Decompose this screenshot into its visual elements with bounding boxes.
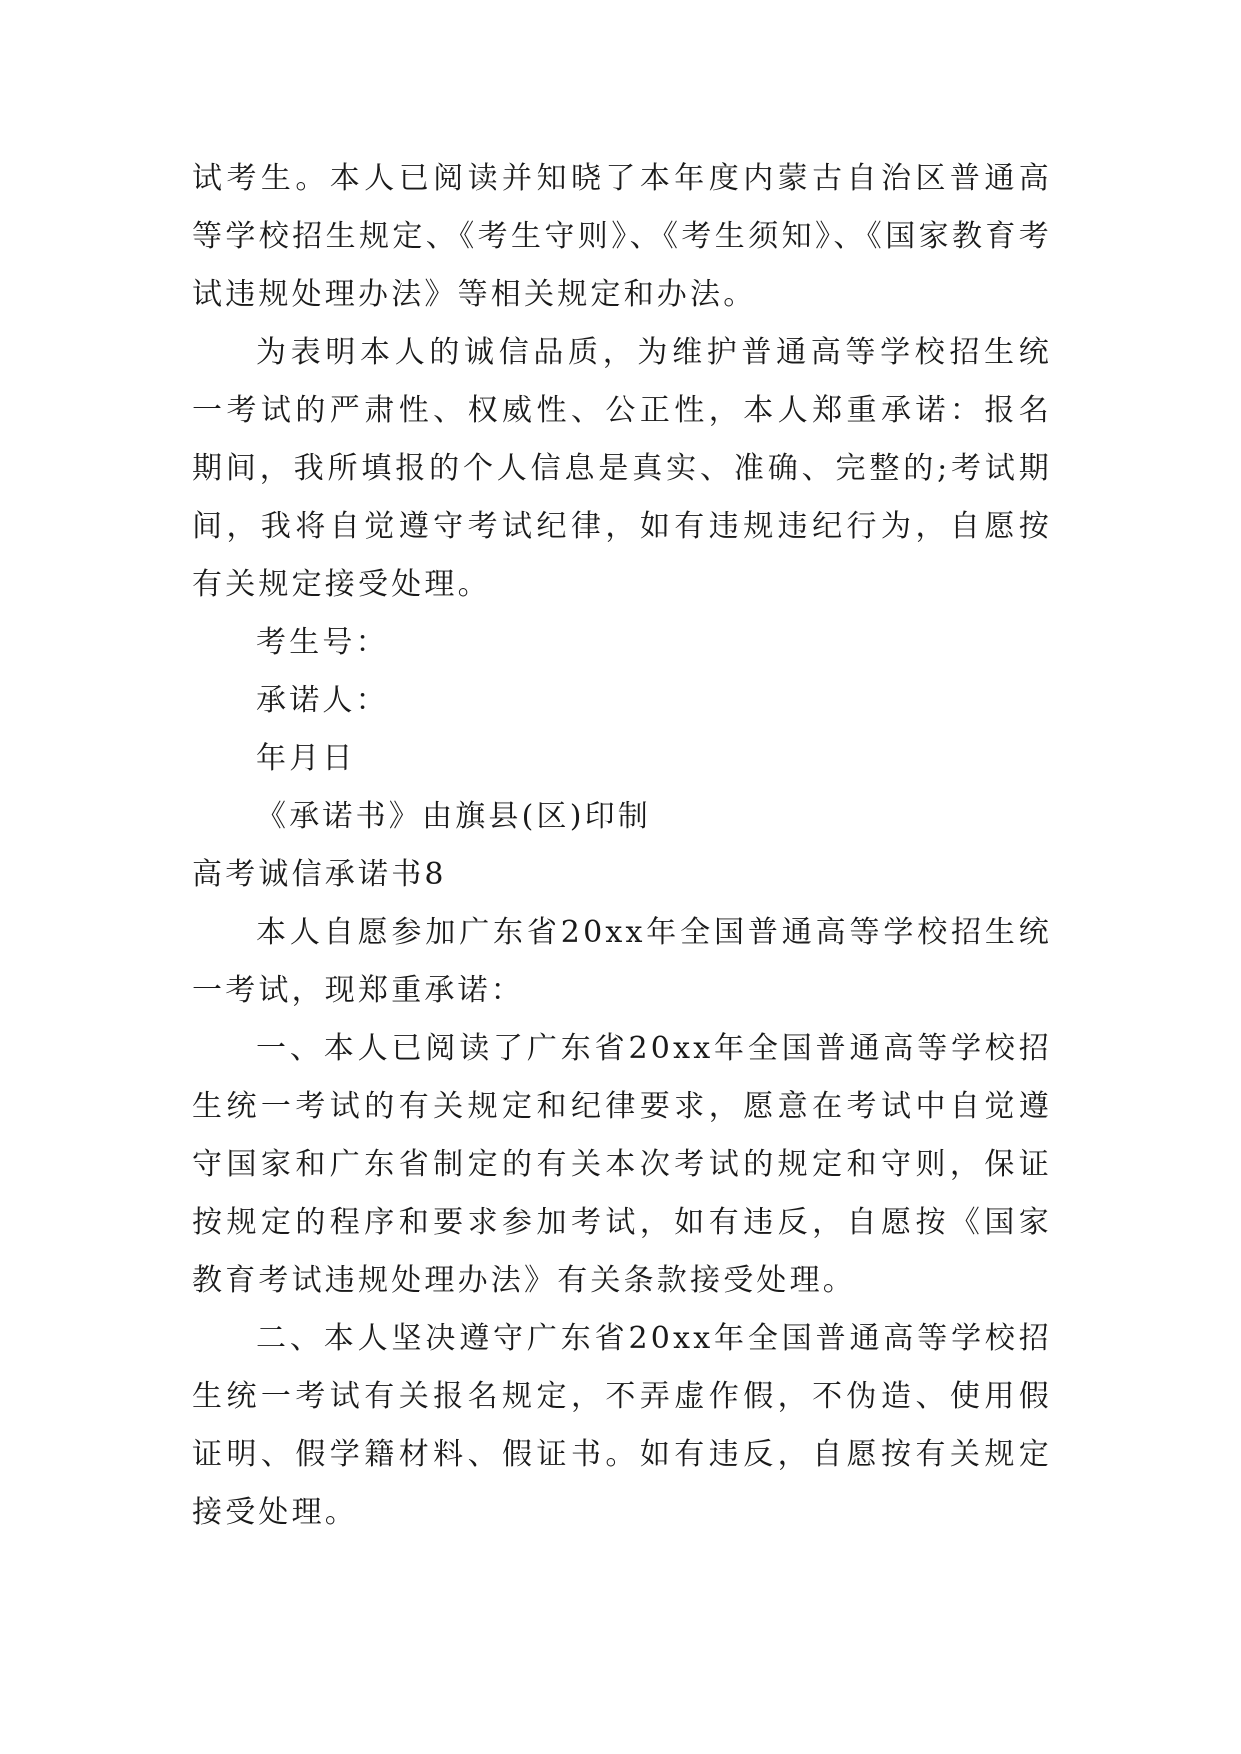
paragraph-item-2: 二、本人坚决遵守广东省20xx年全国普通高等学校招生统一考试有关报名规定，不弄虚作假，不伪造、使用假证明、假学籍材料、假证书。如有违反，自愿按有关规定接受处理。	[192, 1321, 1052, 1530]
paragraph-pledge: 为表明本人的诚信品质，为维护普通高等学校招生统一考试的严肃性、权威性、公正性，本人郑重承诺：报名期间，我所填报的个人信息是真实、准确、完整的;考试期间，我将自觉遵守考试纪律，如有违规违纪行为，自愿按有关规定接受处理。	[192, 335, 1052, 602]
section-title: 高考诚信承诺书8	[192, 857, 447, 892]
paragraph-regulations: 试考生。本人已阅读并知晓了本年度内蒙古自治区普通高等学校招生规定、《考生守则》、《考生须知》、《国家教育考试违规处理办法》等相关规定和办法。	[192, 161, 1052, 312]
paragraph-item-1: 一、本人已阅读了广东省20xx年全国普通高等学校招生统一考试的有关规定和纪律要求，愿意在考试中自觉遵守国家和广东省制定的有关本次考试的规定和守则，保证按规定的程序和要求参加考试，如有违反，自愿按《国家教育考试违规处理办法》有关条款接受处理。	[192, 1031, 1052, 1298]
promisor-field: 承诺人：	[256, 683, 389, 718]
printed-by-note: 《承诺书》由旗县(区)印制	[256, 799, 652, 834]
date-field: 年月日	[256, 741, 356, 776]
paragraph-intro: 本人自愿参加广东省20xx年全国普通高等学校招生统一考试，现郑重承诺：	[192, 915, 1052, 1008]
document-page	[192, 150, 1052, 1542]
exam-number-field: 考生号：	[256, 625, 389, 660]
